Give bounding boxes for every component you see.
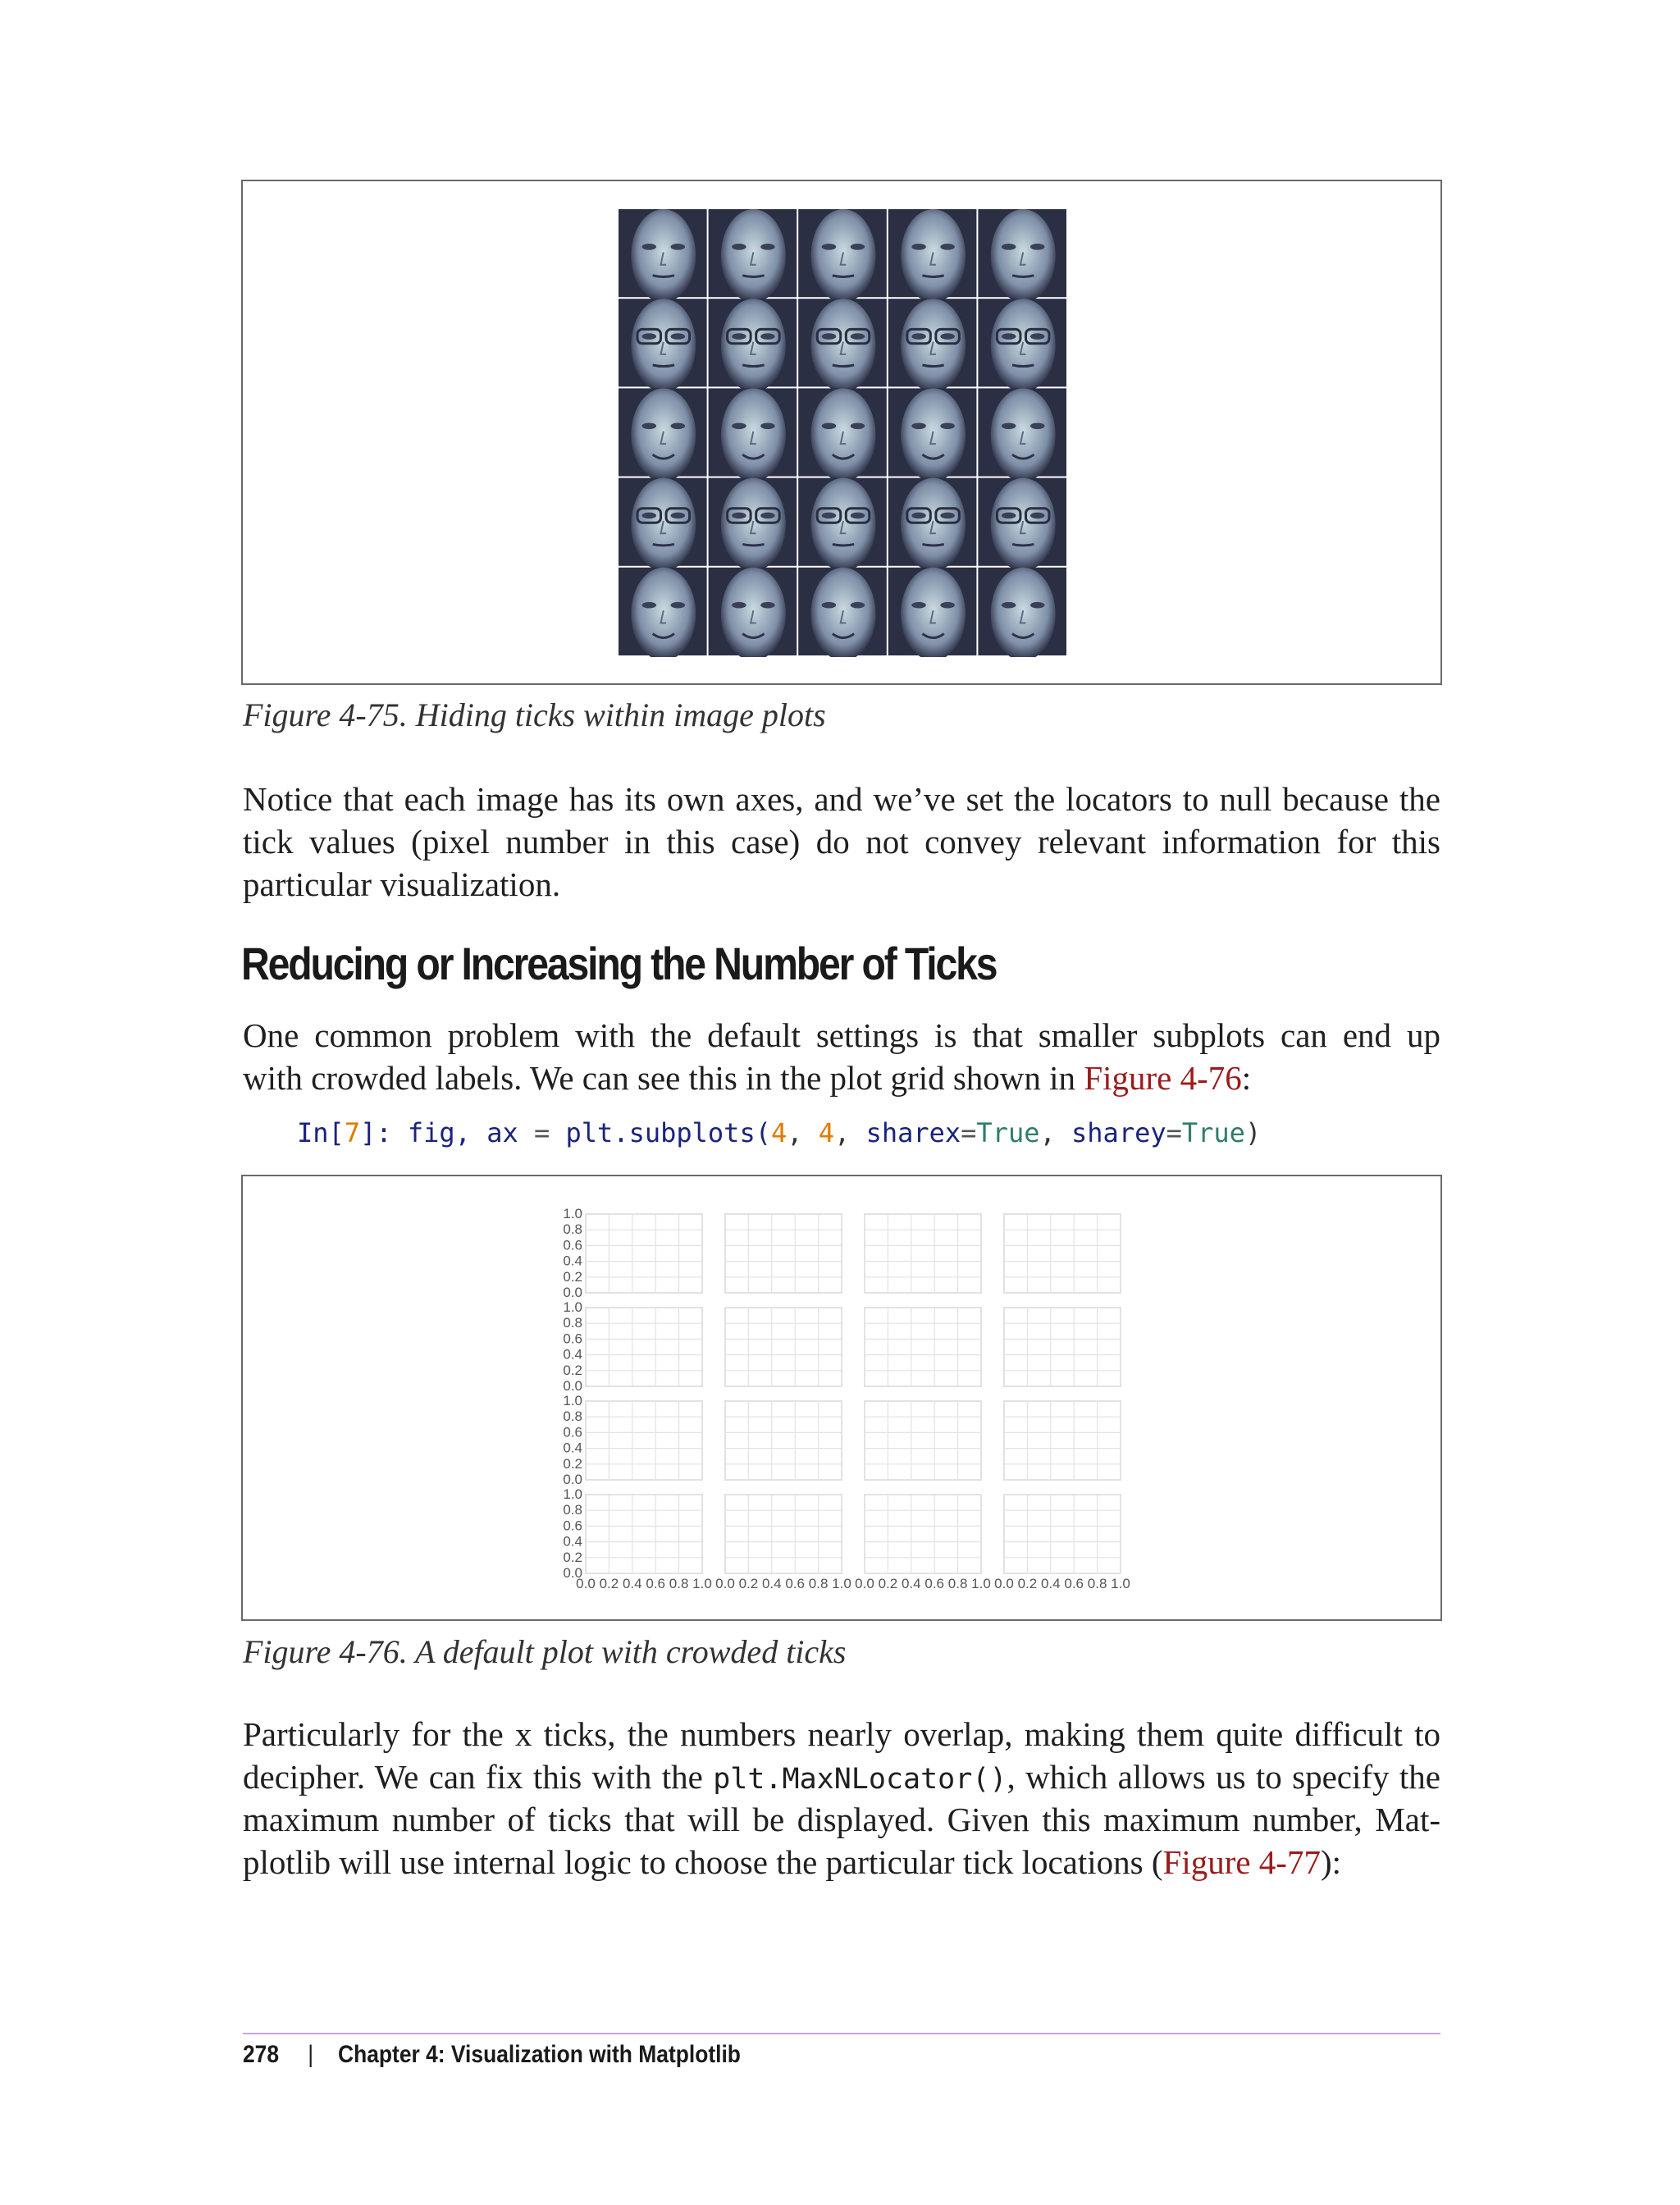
paragraph-text: plotlib will use internal logic to choose the particular tick locations ( [243,1843,1163,1881]
subplot-axes [725,1308,842,1386]
paragraph-line [243,1755,1440,1798]
face-image [709,299,797,392]
x-tick-label: 1.0 [971,1576,991,1591]
subplot-axes [563,1299,702,1394]
x-tick-label: 0.6 [646,1576,666,1591]
x-tick-label: 1.0 [832,1576,851,1591]
y-tick-label: 0.2 [563,1455,582,1472]
axes-frame [586,1214,702,1293]
paragraph-line: particular visualization. [243,865,561,903]
subplot-axes [865,1308,981,1386]
x-tick-label: 0.2 [599,1576,619,1591]
axes-frame [586,1401,702,1480]
face-image [619,299,707,392]
subplot-axes [865,1401,981,1480]
face-image [888,209,977,303]
y-tick-label: 0.6 [563,1331,582,1347]
y-tick-label: 0.4 [563,1253,582,1269]
axes-frame [586,1495,702,1573]
page-number: 278 [243,2041,280,2068]
figure-4-77-link[interactable]: Figure 4-77 [1162,1843,1321,1881]
paragraph-line: Particularly for the x ticks, the numbers nearly overlap, making them quite difficult to [243,1715,1440,1753]
axes-frame [865,1495,981,1573]
x-tick-label: 0.6 [785,1576,806,1591]
code-equals: = [518,1117,566,1148]
x-tick-label: 0.6 [1064,1576,1084,1591]
paragraph-line: One common problem with the default settings is that smaller subplots can end up [243,1016,1440,1054]
y-tick-label: 0.2 [563,1549,582,1565]
x-tick-label: 0.6 [924,1576,945,1591]
y-tick-label: 0.6 [563,1518,582,1534]
face-image [798,388,887,482]
x-tick-label: 1.0 [1111,1576,1130,1591]
subplot-axes [994,1495,1130,1591]
x-tick-label: 0.8 [808,1576,829,1591]
code-comma: , [787,1117,819,1148]
paragraph-1 [243,778,1440,906]
code-arg: 4 [770,1117,788,1148]
code-prompt-end: ]: [360,1117,408,1148]
face-image [978,209,1066,303]
axes-frame [1004,1401,1121,1480]
code-close: ) [1244,1117,1262,1148]
face-image [978,568,1066,657]
code-equals: = [1166,1117,1182,1148]
code-line [297,1117,1261,1148]
face-image [709,478,797,572]
y-tick-label: 0.8 [563,1502,582,1518]
axes-frame [725,1401,842,1480]
x-tick-label: 0.0 [855,1576,874,1591]
face-image [709,388,797,482]
axes-frame [1004,1214,1121,1293]
x-tick-label: 1.0 [692,1576,712,1591]
footer-separator: | [308,2041,314,2068]
chapter-title: Chapter 4: Visualization with Matplotlib [338,2041,741,2068]
face-image [978,478,1066,572]
subplot-axes [715,1495,851,1591]
axes-frame [586,1308,702,1386]
x-tick-label: 0.4 [761,1576,782,1591]
code-keyword-arg: sharex [865,1117,961,1148]
code-comma: , [834,1117,866,1148]
subplot-axes [1004,1214,1121,1293]
face-image [798,568,887,657]
face-image [888,478,977,572]
face-image [978,299,1066,392]
code-prompt-number: 7 [344,1117,361,1148]
code-comma: , [1039,1117,1072,1148]
face-image [888,388,977,482]
inline-code: plt.MaxNLocator() [713,1763,1007,1796]
y-tick-label: 0.0 [563,1285,582,1300]
y-tick-label: 0.4 [563,1440,582,1456]
axes-frame [865,1401,981,1480]
subplot-axes [563,1206,702,1300]
faces-grid [619,209,1068,657]
paragraph-text: with crowded labels. We can see this in the plot grid shown in [243,1059,1084,1097]
face-image [798,209,887,303]
subplot-axes [855,1495,991,1591]
code-equals: = [961,1117,977,1148]
face-image [978,388,1066,482]
section-heading: Reducing or Increasing the Number of Ticks [241,938,997,989]
code-lhs: fig, ax [407,1117,518,1148]
code-value: True [976,1117,1040,1148]
face-image [798,299,887,392]
figure-4-76-caption: Figure 4-76. A default plot with crowded ticks [243,1633,847,1670]
y-tick-label: 0.8 [563,1221,582,1238]
x-tick-label: 0.8 [669,1576,689,1591]
page-footer [243,2041,741,2069]
code-arg: 4 [818,1117,835,1148]
paragraph-line: Notice that each image has its own axes, and we’ve set the locators to null because the [243,780,1440,818]
y-tick-label: 0.6 [563,1424,582,1440]
face-image [888,568,977,657]
subplot-axes [563,1393,702,1487]
y-tick-label: 0.2 [563,1268,582,1285]
paragraph-line [243,1841,1440,1883]
figure-4-75-caption: Figure 4-75. Hiding ticks within image plots [243,696,826,733]
y-tick-label: 0.0 [563,1378,582,1394]
subplot-axes [1004,1308,1121,1386]
y-tick-label: 1.0 [563,1206,582,1221]
face-image [619,478,707,572]
y-tick-label: 0.2 [563,1362,582,1378]
face-image [709,568,797,657]
code-value: True [1181,1117,1245,1148]
paragraph-text: ): [1320,1843,1342,1881]
x-tick-label: 0.2 [738,1576,759,1591]
x-tick-label: 0.4 [1040,1576,1061,1591]
code-call: plt.subplots( [565,1117,771,1148]
axes-frame [865,1308,981,1386]
y-tick-label: 0.8 [563,1408,582,1425]
axes-frame [865,1214,981,1293]
paragraph-text: : [1241,1059,1252,1097]
subplot-axes [1004,1401,1121,1480]
face-image [888,299,977,392]
y-tick-label: 0.4 [563,1533,582,1550]
subplot-grid-chart [243,1176,1440,1619]
axes-frame [1004,1308,1121,1386]
figure-4-75-frame [241,180,1442,685]
axes-frame [1004,1495,1121,1573]
x-tick-label: 0.2 [878,1576,898,1591]
face-image [619,388,707,482]
y-tick-label: 0.6 [563,1237,582,1253]
x-tick-label: 0.4 [901,1576,921,1591]
code-keyword-arg: sharey [1071,1117,1166,1148]
subplot-axes [725,1214,842,1293]
x-tick-label: 0.8 [1087,1576,1107,1591]
paragraph-text: decipher. We can fix this with the [243,1758,714,1796]
x-tick-label: 0.0 [715,1576,735,1591]
y-tick-label: 0.8 [563,1315,582,1331]
x-tick-label: 0.4 [622,1576,642,1591]
paragraph-3 [243,1713,1440,1883]
face-image [798,478,887,572]
figure-4-76-link[interactable]: Figure 4-76 [1084,1059,1242,1097]
face-image [619,568,707,657]
face-image [619,209,707,303]
y-tick-label: 0.0 [563,1565,582,1581]
paragraph-line: maximum number of ticks that will be displayed. Given this maximum number, Mat- [243,1801,1440,1838]
paragraph-line [243,1057,1440,1099]
y-tick-label: 1.0 [563,1299,582,1315]
y-tick-label: 1.0 [563,1486,582,1502]
face-image [709,209,797,303]
y-tick-label: 0.0 [563,1472,582,1487]
paragraph-2 [243,1014,1440,1099]
axes-frame [725,1308,842,1386]
axes-frame [725,1495,842,1573]
subplot-axes [725,1401,842,1480]
footer-rule [243,2033,1440,2034]
x-tick-label: 0.0 [576,1576,596,1591]
paragraph-text: , which allows us to specify the [1007,1758,1440,1796]
subplot-axes [865,1214,981,1293]
subplot-axes [563,1486,711,1591]
y-tick-label: 0.4 [563,1346,582,1363]
x-tick-label: 0.8 [947,1576,968,1591]
code-prompt: In[ [297,1117,345,1148]
paragraph-line: tick values (pixel number in this case) do not convey relevant information for this [243,823,1440,861]
y-tick-label: 1.0 [563,1393,582,1408]
axes-frame [725,1214,842,1293]
x-tick-label: 0.2 [1017,1576,1038,1591]
figure-4-76-frame [241,1175,1442,1621]
x-tick-label: 0.0 [994,1576,1014,1591]
